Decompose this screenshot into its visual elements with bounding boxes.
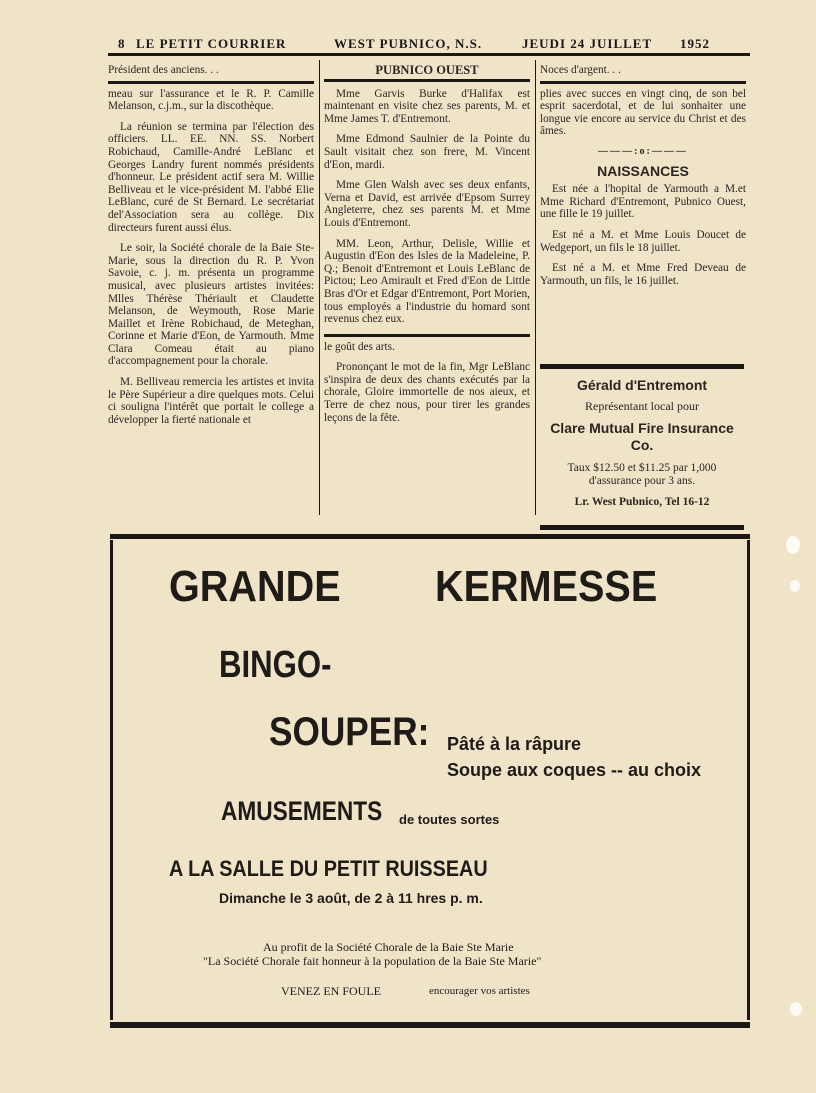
ad-title-grande: GRANDE	[169, 562, 341, 611]
place-line: WEST PUBNICO, N.S.	[334, 36, 483, 51]
paragraph: MM. Leon, Arthur, Delisle, Willie et Augustin d'Eon des Isles de la Madeleine, P. Q.; Benoit d'Entremont et Louis LeBlanc de Pictou; Leo Amirault et Fred d'Eon de Little Bras d'Or et Edgar d'Entremont, Port Morien, tous employés a l'industrie du homard sont revenus chez eux.	[324, 237, 530, 326]
ad-venue: A LA SALLE DU PETIT RUISSEAU	[169, 856, 488, 881]
paragraph: Est né a M. et Mme Louis Doucet de Wedgeport, un fils le 18 juillet.	[540, 228, 746, 254]
continuation-heading: Noces d'argent. . .	[540, 64, 621, 76]
ad-souper: SOUPER:	[269, 710, 430, 754]
agent-role: Représentant local pour	[585, 399, 699, 413]
paragraph: Est né a M. et Mme Fred Deveau de Yarmouth, un fils, le 16 juillet.	[540, 262, 746, 287]
punch-hole	[790, 1002, 802, 1016]
column-1	[108, 64, 314, 434]
paragraph: M. Belliveau remercia les artistes et invita le Père Supérieur a dire quelques mots. Celui ci souligna l'intérêt que portait le college a développer la fierté nationale et	[108, 376, 314, 426]
paper-name: LE PETIT COURRIER	[136, 36, 287, 51]
heading-rule	[540, 81, 746, 84]
ad-venez: VENEZ EN FOULE	[281, 984, 381, 998]
column-2	[324, 64, 530, 432]
ad-date-time: Dimanche le 3 août, de 2 à 11 hres p. m.	[219, 890, 483, 906]
paragraph: Est née a l'hopital de Yarmouth a M.et Mme Richard d'Entremont, Pubnico Ouest, une fille le 19 juillet.	[540, 183, 746, 221]
heading-rule	[324, 79, 530, 82]
section-rule	[324, 334, 530, 337]
paragraph: plies avec succes en vingt cinq, de son bel esprit sacerdotal, et de lui sonhaiter une longue vie encore au service du Christ et des âmes.	[540, 87, 746, 138]
column-3	[540, 64, 746, 295]
section-heading: PUBNICO OUEST	[375, 63, 479, 77]
column-divider	[319, 60, 320, 515]
ad-encourager: encourager vos artistes	[429, 985, 530, 997]
issue-date: JEUDI 24 JUILLET	[522, 36, 653, 51]
paragraph: La réunion se termina par l'élection des officiers. LL. EE. NN. SS. Norbert Robichaud, Camille-André LeBlanc et Georges Landry furent nommés présidents d'honneur. Le président actif sera M. Willie Belliveau et le vice-président M. l'abbé Elie LeBlanc, curé de St Bernard. Le secrétariat del'Association sera au collège. Dix directeurs furent aussi élus.	[108, 120, 314, 234]
separator: ———:o:———	[598, 145, 688, 157]
ad-bingo: BINGO-	[219, 644, 332, 686]
continuation-heading: Président des anciens. . .	[108, 64, 219, 76]
ad-border-top	[110, 534, 750, 539]
paragraph: meau sur l'assurance et le R. P. Camille Melanson, c.j.m., sur la discothèque.	[108, 87, 314, 113]
kermesse-ad	[110, 540, 750, 1020]
insurance-ad	[540, 364, 744, 530]
paragraph: le goût des arts.	[324, 340, 395, 353]
ad-amusements-sub: de toutes sortes	[399, 812, 500, 827]
ad-benefit: Au profit de la Société Chorale de la Baie Ste Marie	[263, 940, 514, 954]
page-number: 8	[118, 36, 126, 51]
paragraph: Mme Edmond Saulnier de la Pointe du Sault visitait chez son frere, M. Vincent d'Eon, mardi.	[324, 133, 530, 171]
agent-name: Gérald d'Entremont	[576, 377, 708, 393]
paragraph: Mme Garvis Burke d'Halifax est maintenant en visite chez ses parents, M. et Mme James T. d'Entremont.	[324, 87, 530, 125]
section-heading: NAISSANCES	[597, 162, 689, 179]
paragraph: Le soir, la Société chorale de la Baie Ste-Marie, sous la direction du R. P. Yvon Savoie, c. j. m. présenta un programme musical, avec plusieurs artistes invitées: Mlles Thérèse Thériault et Claudette Melanson, de Weymouth, Rose Marie Maillet et Irène Robichaud, de Meteghan, Corinne et Marie d'Eon, de Yarmouth. Mme Clara Comeau était au piano d'accompagnement pour la chorale.	[108, 242, 314, 368]
agent-address: Lr. West Pubnico, Tel 16-12	[574, 496, 710, 508]
paragraph: Prononçant le mot de la fin, Mgr LeBlanc s'inspira de deux des chants exécutés par la chorale, Gloire immortelle de nos aieux, et Terre de chez nous, pour tirer les grandes leçons de la fête.	[324, 361, 530, 424]
punch-hole	[786, 536, 800, 554]
heading-rule	[108, 81, 314, 84]
ad-border-bottom	[110, 1022, 750, 1028]
ad-title-kermesse: KERMESSE	[435, 562, 658, 611]
insurance-rates: Taux $12.50 et $11.25 par 1,000 d'assurance pour 3 ans.	[567, 462, 717, 487]
ad-menu-item: Pâté à la râpure	[447, 734, 582, 754]
ad-menu-item: Soupe aux coques -- au choix	[447, 760, 702, 780]
header-rule	[108, 53, 750, 56]
issue-year: 1952	[680, 36, 710, 51]
punch-hole	[790, 580, 800, 592]
column-divider	[535, 60, 536, 515]
paragraph: Mme Glen Walsh avec ses deux enfants, Verna et David, est arrivée d'Epsom Surrey Angleterre, chez ses parents M. et Mme Louis d'Entremont.	[324, 179, 530, 229]
ad-slogan: "La Société Chorale fait honneur à la population de la Baie Ste Marie"	[203, 954, 542, 968]
page-header	[112, 36, 746, 52]
company-name: Clare Mutual Fire Insurance Co.	[550, 420, 734, 453]
ad-amusements: AMUSEMENTS	[221, 796, 383, 826]
